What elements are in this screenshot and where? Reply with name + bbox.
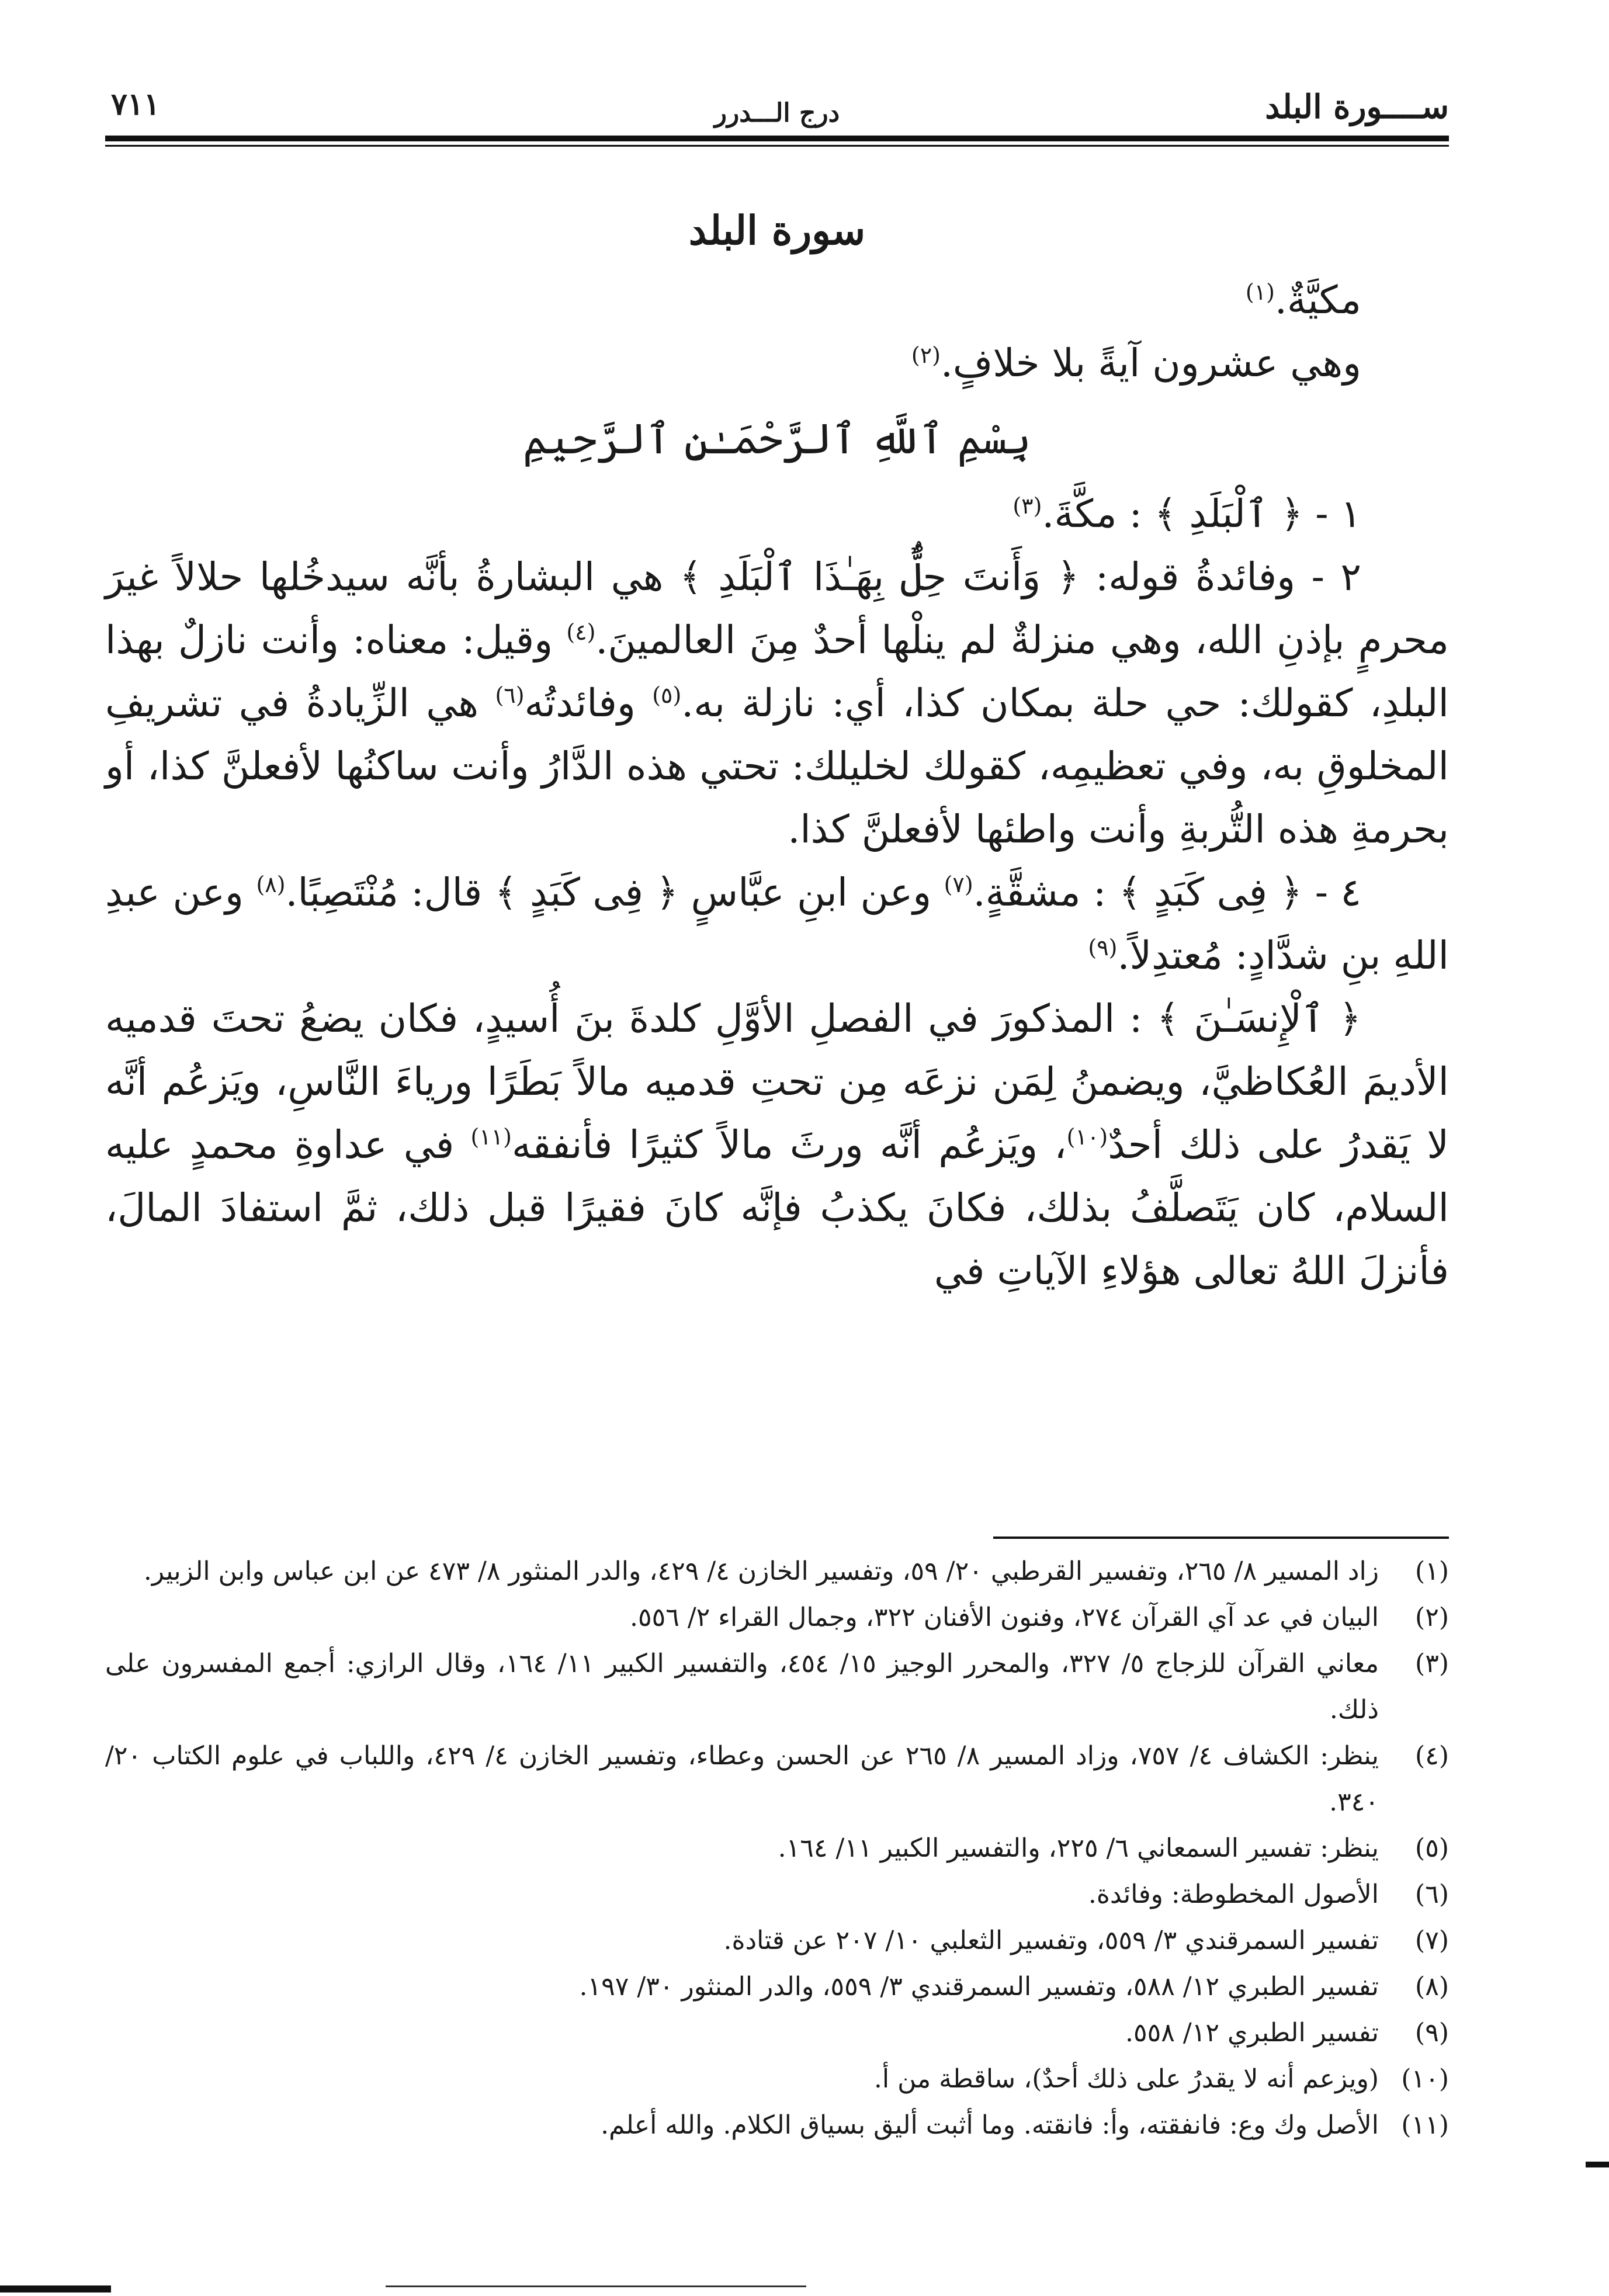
footnote-ref: (١١) xyxy=(470,1124,512,1150)
footnote xyxy=(105,2102,1449,2148)
running-header xyxy=(105,82,1449,137)
paragraph-verse-1 xyxy=(105,483,1449,546)
footnote-number: (٩) xyxy=(1415,2018,1449,2048)
footnote-text: البيان في عد آي القرآن ٢٧٤، وفنون الأفنان ٣٢٢، وجمال القراء ٢/ ٥٥٦. xyxy=(629,1603,1379,1632)
header-rule-thin xyxy=(105,145,1449,147)
footnote-text: زاد المسير ٨/ ٢٦٥، وتفسير القرطبي ٢٠/ ٥٩، وتفسير الخازن ٤/ ٤٢٩، والدر المنثور ٨/ ٤٧٣ عن ابن عباس وابن الزبير. xyxy=(143,1556,1379,1586)
footnote-text: الأصول المخطوطة: وفائدة. xyxy=(1088,1879,1379,1909)
intro-makkiyya xyxy=(105,269,1449,332)
paragraph-text: ١ - ﴿ ٱلْبَلَدِ ﴾ : مكَّةَ. xyxy=(1042,491,1361,536)
footnote-number: (١٠) xyxy=(1401,2064,1449,2094)
footnote xyxy=(105,1871,1449,1917)
scan-edge-mark xyxy=(386,2285,806,2287)
footnote-number: (٨) xyxy=(1415,1972,1449,2002)
paragraph-text: هي الزِّيادةُ في تشريفِ المخلوقِ به، وفي تعظيمِه، كقولك لخليلك: تحتي هذه الدَّارُ وأنت ساكنُها لأفعلنَّ كذا، أو بحرمةِ هذه التُّربةِ وأنت واطئها لأفعلنَّ كذا. xyxy=(105,681,1449,852)
footnote-text: (ويزعم أنه لا يقدرُ على ذلك أحدٌ)، ساقطة من أ. xyxy=(873,2064,1379,2094)
footnote-ref: (٦) xyxy=(495,682,525,708)
footnote-ref: (٥) xyxy=(652,682,682,708)
footnote-number: (١١) xyxy=(1401,2110,1449,2140)
footnote-number: (٣) xyxy=(1415,1649,1450,1678)
footnote-text: الأصل وك وع: فانفقته، وأ: فانقته. وما أثبت أليق بسياق الكلام. والله أعلم. xyxy=(601,2110,1379,2140)
footnote-ref: (٤) xyxy=(566,619,596,645)
footnote-number: (٤) xyxy=(1415,1741,1450,1771)
footnote-ref: (١) xyxy=(1245,279,1275,305)
footnote-text: تفسير الطبري ١٢/ ٥٨٨، وتفسير السمرقندي ٣/ ٥٥٩، والدر المنثور ٣٠/ ١٩٧. xyxy=(579,1972,1379,2002)
footnote-text: ينظر: تفسير السمعاني ٦/ ٢٢٥، والتفسير الكبير ١١/ ١٦٤. xyxy=(778,1833,1379,1863)
footnote-ref: (١٠) xyxy=(1066,1124,1108,1150)
footnotes xyxy=(105,1548,1449,2148)
book-title: درج الـــدرر xyxy=(714,98,840,128)
footnote-separator xyxy=(993,1537,1449,1539)
basmala: بِسْمِ ٱللَّهِ ٱلرَّحْمَـٰنِ ٱلرَّحِيمِ xyxy=(522,414,1032,463)
footnote-ref: (٨) xyxy=(256,872,286,897)
footnote-text: تفسير الطبري ١٢/ ٥٥٨. xyxy=(1125,2018,1379,2048)
main-text xyxy=(105,199,1449,1303)
footnote xyxy=(105,1825,1449,1871)
scan-edge-mark xyxy=(0,2285,111,2292)
footnote xyxy=(105,2056,1449,2102)
paragraph-text: وعن عبدِ اللهِ بنِ شدَّادٍ: مُعتدِلاً. xyxy=(105,870,1449,978)
paragraph-text: ﴿ ٱلْإِنسَـٰنَ ﴾ : المذكورَ في الفصلِ الأوَّلِ كلدةَ بنَ أُسيدٍ، فكان يضعُ تحتَ قدميه الأديمَ العُكاظيَّ، ويضمنُ لِمَن نزعَه مِن تحتِ قدميه مالاً بَطَرًا ورياءَ النَّاسِ، ويَزعُم أنَّه لا يَقدرُ على ذلك أحدٌ xyxy=(105,996,1449,1167)
footnote-ref: (٣) xyxy=(1012,493,1042,519)
surah-title: سورة البلد xyxy=(688,207,866,254)
paragraph-verse-4 xyxy=(105,861,1449,987)
footnote xyxy=(105,1641,1449,1733)
paragraph-text: ، ويَزعُم أنَّه ورثَ مالاً كثيرًا فأنفقه xyxy=(511,1122,1067,1167)
footnote xyxy=(105,1733,1449,1825)
intro-text: مكيَّةٌ. xyxy=(1274,278,1361,322)
footnote-number: (٢) xyxy=(1415,1603,1449,1632)
footnote-text: تفسير السمرقندي ٣/ ٥٥٩، وتفسير الثعلبي ١٠/ ٢٠٧ عن قتادة. xyxy=(723,1926,1379,1955)
paragraph-text: ٢ - وفائدةُ قوله: ﴿ وَأَنتَ حِلٌّۢ بِهَـٰذَا ٱلْبَلَدِ ﴾ هي البشارةُ بأنَّه سيدخُلها حلالاً غيرَ محرمٍ بإذنِ الله، وهي منزلةٌ لم ينلْها أحدٌ مِنَ العالمينَ. xyxy=(105,554,1449,663)
paragraph-text: وعن ابنِ عبَّاسٍ ﴿ فِى كَبَدٍ ﴾ قال: مُنْتَصِبًا. xyxy=(285,870,944,915)
footnote-number: (٥) xyxy=(1415,1833,1449,1863)
footnote-number: (١) xyxy=(1415,1556,1449,1586)
header-rule-thick xyxy=(105,136,1449,141)
footnote-text: ينظر: الكشاف ٤/ ٧٥٧، وزاد المسير ٨/ ٢٦٥ عن الحسن وعطاء، وتفسير الخازن ٤/ ٤٢٩، واللباب في علوم الكتاب ٢٠/ ٣٤٠. xyxy=(105,1741,1379,1817)
intro-verse-count xyxy=(105,332,1449,395)
paragraph-text: في عداوةِ محمدٍ عليه السلام، كان يَتَصلَّفُ بذلك، فكانَ يكذبُ فإنَّه كانَ فقيرًا قبل ذلك، ثمَّ استفادَ المالَ، فأنزلَ اللهُ تعالى هؤلاءِ الآياتِ في xyxy=(105,1122,1449,1293)
intro-text: وهي عشرون آيةً بلا خلافٍ. xyxy=(940,341,1361,386)
footnote xyxy=(105,1917,1449,1964)
footnote-ref: (٢) xyxy=(911,342,941,368)
footnote xyxy=(105,2010,1449,2056)
page-number: ٧١١ xyxy=(111,86,160,122)
paragraph-text: ٤ - ﴿ فِى كَبَدٍ ﴾ : مشقَّةٍ. xyxy=(973,870,1361,915)
footnote xyxy=(105,1548,1449,1594)
footnote xyxy=(105,1594,1449,1641)
surah-running-title: ســــورة البلد xyxy=(1265,88,1449,126)
footnote-text: معاني القرآن للزجاج ٥/ ٣٢٧، والمحرر الوجيز ١٥/ ٤٥٤، والتفسير الكبير ١١/ ١٦٤، وقال الرازي: أجمع المفسرون على ذلك. xyxy=(105,1649,1379,1725)
paragraph-al-insan xyxy=(105,987,1449,1303)
paragraph-verse-2 xyxy=(105,546,1449,861)
footnote-ref: (٩) xyxy=(1088,935,1118,960)
footnote-number: (٧) xyxy=(1415,1926,1449,1955)
book-page xyxy=(105,82,1449,2243)
paragraph-text: وقيل: معناه: وأنت نازلٌ بهذا البلدِ، كقولك: حي حلة بمكان كذا، أي: نازلة به. xyxy=(105,618,1450,726)
footnote-number: (٦) xyxy=(1415,1879,1449,1909)
scan-edge-mark xyxy=(1586,2162,1609,2167)
footnote-ref: (٧) xyxy=(944,872,973,897)
footnote xyxy=(105,1964,1449,2010)
paragraph-text: وفائدتُه xyxy=(524,681,653,726)
